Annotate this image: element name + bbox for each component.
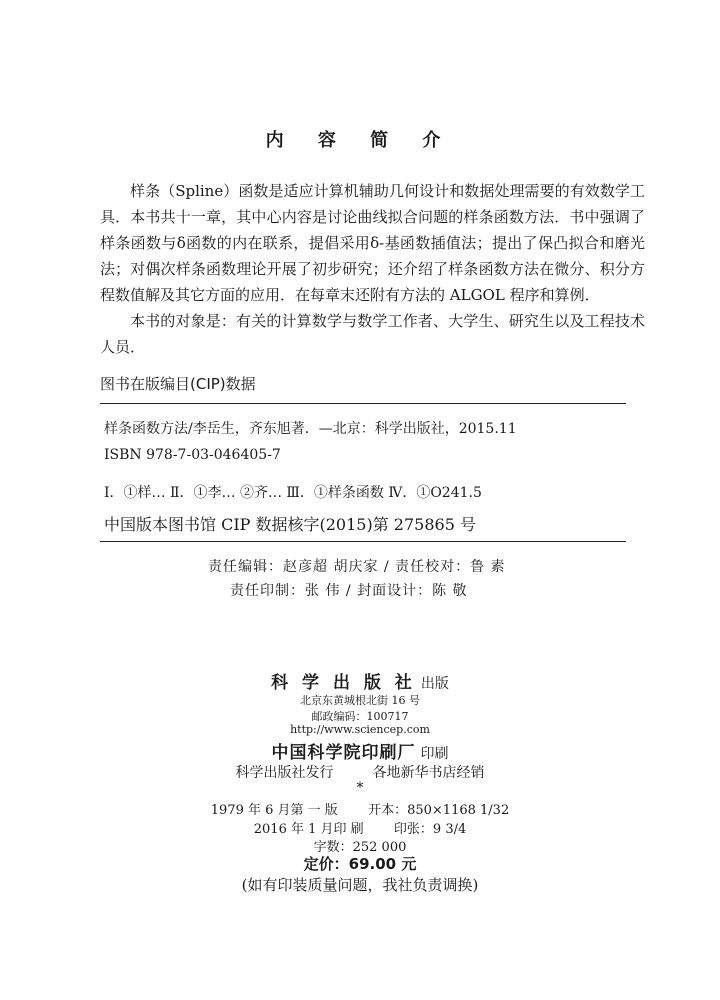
publisher-postcode: 邮政编码：100717: [311, 710, 409, 723]
cip-line-2: ISBN 978-7-03-046405-7: [104, 447, 281, 463]
intro-paragraph-1: 样条（Spline）函数是适应计算机辅助几何设计和数据处理需要的有效数学工具．本书共十一章，其中心内容是讨论曲线拟合问题的样条函数方法．书中强调了样条函数与δ函数的内在联系，提倡采用δ-基函数插值法；提出了保凸拟合和磨光法；对偶次样条函数理论开展了初步研究；还介绍了样条函数方法在微分、积分方程数值解及其它方面的应用．在每章末还附有方法的 ALGOL 程序和算例．: [100, 182, 645, 304]
credits-line-2: 责任印制：张 伟 / 封面设计：陈 敬: [230, 583, 468, 599]
print-sheets: 印张：9 3/4: [393, 822, 467, 837]
cip-line-3: Ⅰ．①样… Ⅱ．①李… ②齐… Ⅲ．①样条函数 Ⅳ．①O241.5: [104, 485, 482, 501]
cip-line-1: 样条函数方法/李岳生，齐东旭著．—北京：科学出版社，2015.11: [104, 421, 517, 437]
distribution-line: [0, 762, 720, 782]
distribution-left: 科学出版社发行: [235, 765, 334, 781]
word-count: 字数：252 000: [313, 840, 407, 855]
edition-date: 1979 年 6 月第 一 版: [210, 803, 338, 818]
cip-top-rule: [100, 403, 626, 404]
publisher-suffix: 出版: [420, 676, 449, 692]
edition-row-2: [0, 818, 720, 837]
distribution-right: 各地新华书店经销: [372, 765, 485, 781]
separator-asterisk: *: [356, 780, 364, 796]
cip-heading: 图书在版编目(CIP)数据: [100, 375, 256, 393]
printer-name: 中国科学院印刷厂: [271, 743, 416, 763]
publisher-line: [0, 668, 720, 693]
publisher-url: http://www.sciencep.com: [290, 723, 430, 736]
quality-notice: (如有印装质量问题，我社负责调换): [241, 876, 479, 894]
format-size: 开本：850×1168 1/32: [368, 803, 510, 818]
printer-line: [0, 738, 720, 763]
price: 定价：69.00 元: [303, 855, 417, 873]
intro-text: [100, 178, 645, 360]
publisher-name: 科 学 出 版 社: [271, 673, 416, 693]
cip-bottom-rule: [100, 541, 626, 542]
printer-suffix: 印刷: [420, 746, 449, 762]
intro-paragraph-2: 本书的对象是：有关的计算数学与数学工作者、大学生、研究生以及工程技术人员．: [100, 312, 645, 356]
print-date: 2016 年 1 月印 刷: [253, 822, 364, 837]
credits-line-1: 责任编辑：赵彦超 胡庆家 / 责任校对：鲁 素: [208, 559, 506, 575]
page-title: 内 容 简 介: [265, 130, 455, 151]
publisher-address: 北京东黄城根北街 16 号: [300, 694, 420, 707]
edition-row-1: [0, 799, 720, 818]
cip-line-4: 中国版本图书馆 CIP 数据核字(2015)第 275865 号: [104, 515, 476, 534]
